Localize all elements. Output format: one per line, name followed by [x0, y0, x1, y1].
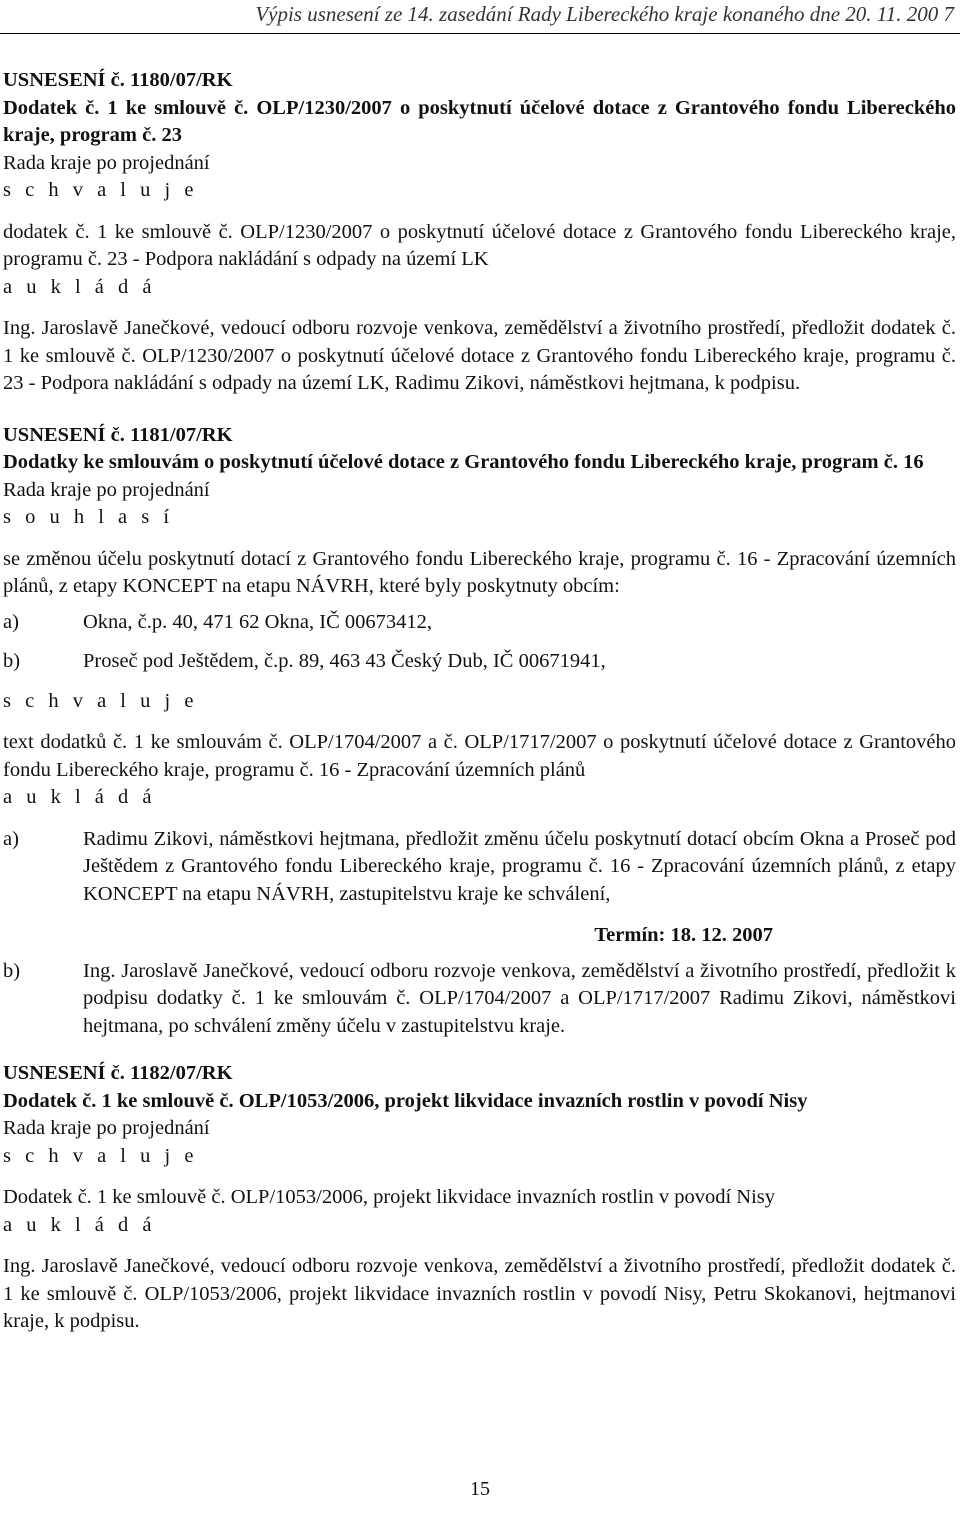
resolution-1181 — [3, 422, 956, 1041]
resolution-verb: s o u h l a s í — [3, 506, 174, 528]
list-item-text: Ing. Jaroslavě Janečkové, vedoucí odboru rozvoje venkova, zemědělství a životního prostředí, předložit k podpisu dodatky č. 1 ke smlouvám č. OLP/1704/2007 a OLP/1717/2007 Radimu Zikovi, náměstkovi hejtmana, po schválení změny účelu v zastupitelstvu kraje. — [83, 959, 956, 1037]
resolution-text: se změnou účelu poskytnutí dotací z Grantového fondu Libereckého kraje, programu č. 16 - Zpracování územních plánů, z etapy KONCEPT na etapu NÁVRH, které byly poskytnuty obcím: — [3, 547, 956, 597]
resolution-verb: s c h v a l u j e — [3, 179, 198, 201]
page-header: Výpis usnesení ze 14. zasedání Rady Libereckého kraje konaného dne 20. 11. 200 7 — [255, 2, 954, 26]
list-item-text: Radimu Zikovi, náměstkovi hejtmana, předložit změnu účelu poskytnutí dotací obcím Okna a Proseč pod Ještědem z Grantového fondu Libereckého kraje, programu č. 16 - Zpracování územních plánů, z etapy KONCEPT na etapu NÁVRH, zastupitelstvu kraje ke schválení, — [83, 827, 956, 905]
list-item — [3, 958, 956, 1041]
list-item-letter: a) — [3, 827, 19, 850]
list-item-text: Proseč pod Ještědem, č.p. 89, 463 43 Český Dub, IČ 00671941, — [83, 650, 606, 672]
document-body — [3, 67, 956, 1336]
list-item-letter: a) — [3, 610, 19, 633]
resolution-title: Dodatky ke smlouvám o poskytnutí účelové dotace z Grantového fondu Libereckého kraje, program č. 16 — [3, 451, 924, 473]
resolution-verb: a u k l á d á — [3, 786, 156, 808]
list-item-text: Okna, č.p. 40, 471 62 Okna, IČ 00673412, — [83, 610, 433, 633]
resolution-verb: a u k l á d á — [3, 1213, 156, 1236]
resolution-text: text dodatků č. 1 ke smlouvám č. OLP/1704/2007 a č. OLP/1717/2007 o poskytnutí účelové dotace z Grantového fondu Libereckého kraje, programu č. 16 - Zpracování územních plánů — [3, 731, 956, 781]
list-item — [3, 648, 956, 676]
resolution-verb: a u k l á d á — [3, 275, 156, 298]
resolution-1180 — [3, 67, 956, 398]
resolution-text: Dodatek č. 1 ke smlouvě č. OLP/1053/2006, projekt likvidace invazních rostlin v povodí Nisy — [3, 1186, 776, 1208]
deadline: Termín: 18. 12. 2007 — [594, 924, 773, 946]
resolution-verb: s c h v a l u j e — [3, 689, 198, 712]
list-item-letter: b) — [3, 650, 21, 672]
resolution-intro: Rada kraje po projednání — [3, 478, 210, 501]
resolution-number: USNESENÍ č. 1182/07/RK — [3, 1062, 233, 1084]
resolution-title: Dodatek č. 1 ke smlouvě č. OLP/1053/2006, projekt likvidace invazních rostlin v povodí Nisy — [3, 1089, 808, 1112]
list-item — [3, 826, 956, 909]
resolution-text: dodatek č. 1 ke smlouvě č. OLP/1230/2007 o poskytnutí účelové dotace z Grantového fondu Libereckého kraje, programu č. 23 - Podpora nakládání s odpady na území LK — [3, 220, 956, 270]
resolution-number: USNESENÍ č. 1181/07/RK — [3, 423, 233, 446]
list-item — [3, 609, 956, 637]
header-divider — [0, 33, 960, 34]
page-number: 15 — [470, 1478, 490, 1500]
resolution-text: Ing. Jaroslavě Janečkové, vedoucí odboru rozvoje venkova, zemědělství a životního prostředí, předložit dodatek č. 1 ke smlouvě č. OLP/1230/2007 o poskytnutí účelové dotace z Grantového fondu Libereckého kraje, programu č. 23 - Podpora nakládání s odpady na území LK, Radimu Zikovi, náměstkovi hejtmana, k podpisu. — [3, 317, 956, 394]
resolution-verb: s c h v a l u j e — [3, 1144, 198, 1167]
resolution-text: Ing. Jaroslavě Janečkové, vedoucí odboru rozvoje venkova, zemědělství a životního prostředí, předložit dodatek č. 1 ke smlouvě č. OLP/1053/2006, projekt likvidace invazních rostlin v povodí Nisy, Petru Skokanovi, hejtmanovi kraje, k podpisu. — [3, 1255, 956, 1332]
list-item-letter: b) — [3, 959, 21, 982]
resolution-intro: Rada kraje po projednání — [3, 151, 210, 174]
resolution-1182 — [3, 1060, 956, 1336]
resolution-title: Dodatek č. 1 ke smlouvě č. OLP/1230/2007 o poskytnutí účelové dotace z Grantového fondu Libereckého kraje, program č. 23 — [3, 96, 956, 146]
resolution-number: USNESENÍ č. 1180/07/RK — [3, 69, 233, 91]
resolution-intro: Rada kraje po projednání — [3, 1117, 210, 1139]
